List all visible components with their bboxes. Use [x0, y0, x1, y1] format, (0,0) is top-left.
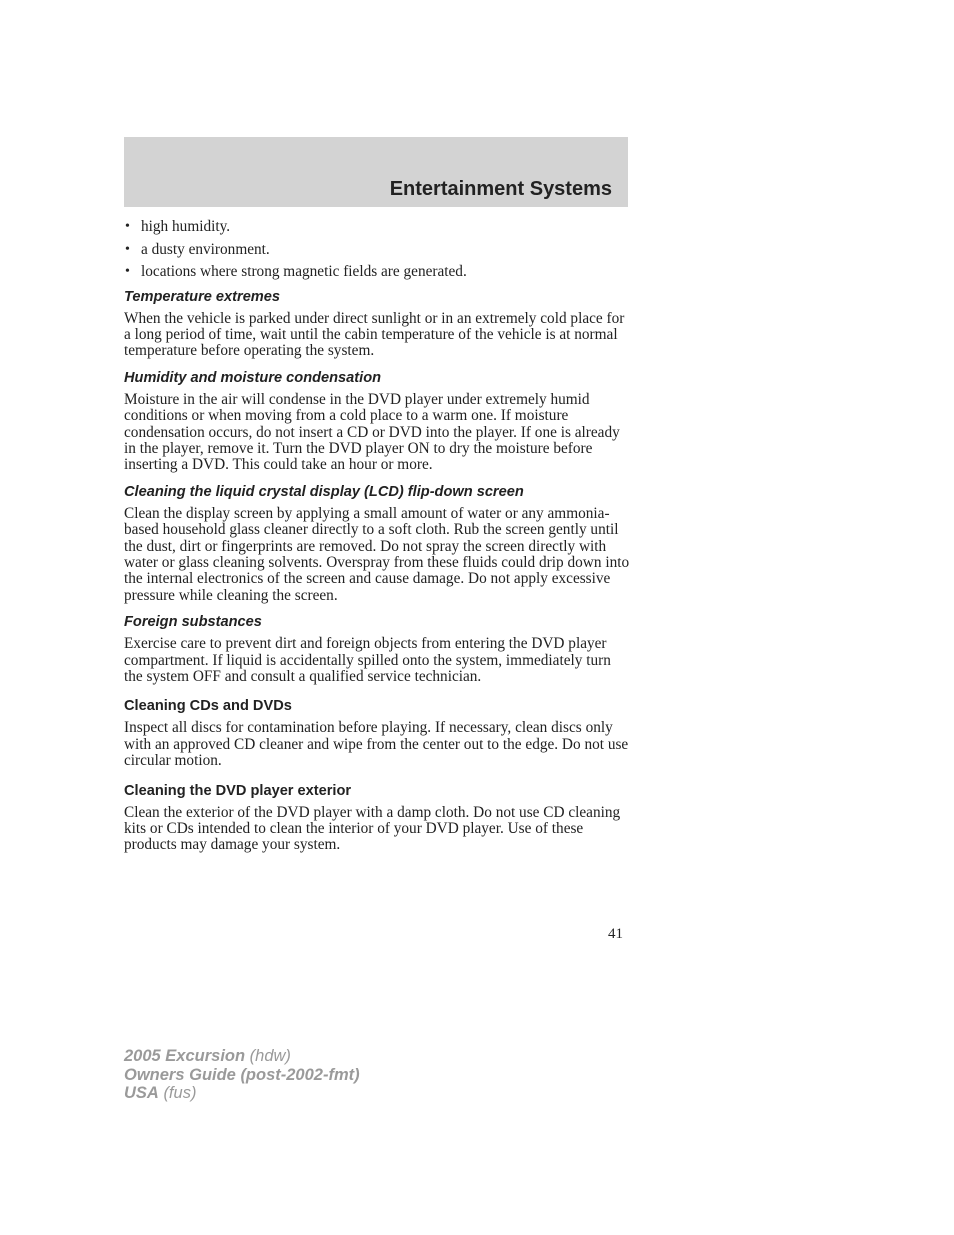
- heading-temperature-extremes: Temperature extremes: [124, 288, 281, 305]
- paragraph-temperature-extremes: When the vehicle is parked under direct sunlight or in an extremely cold place for a long period of time, wait until the cabin temperature of the vehicle is at normal temperature before operating the system.: [124, 309, 625, 360]
- list-item: • high humidity.: [125, 218, 231, 235]
- footer-line-guide: Owners Guide (post-2002-fmt): [124, 1065, 360, 1084]
- bullet-icon: •: [125, 241, 130, 257]
- bullet-icon: •: [125, 219, 130, 234]
- heading-cleaning-dvd-exterior: Cleaning the DVD player exterior: [124, 782, 352, 799]
- page-number: 41: [608, 926, 623, 942]
- footer-line-model: 2005 Excursion (hdw): [124, 1047, 291, 1065]
- paragraph-foreign-substances: Exercise care to prevent dirt and foreign objects from entering the DVD player compartment. If liquid is accidentally spilled onto the system, immediately turn the system OFF and consult a qualified service technician.: [124, 635, 611, 685]
- paragraph-cleaning-dvd-exterior: Clean the exterior of the DVD player with a damp cloth. Do not use CD cleaning kits or CDs intended to clean the interior of your DVD player. Use of these products may damage your system.: [124, 803, 621, 854]
- footer-line-market: USA (fus): [124, 1084, 197, 1102]
- paragraph-cleaning-lcd-screen: Clean the display screen by applying a small amount of water or any ammonia-based household glass cleaner directly to a soft cloth. Rub the screen gently until the dust, dirt or fingerprints are removed. Do not spray the screen directly with water or glass cleaning solvents. Overspray from these fluids could drip down into the internal electronics of the screen and cause damage. Do not apply excessive pressure while cleaning the screen.: [124, 504, 630, 604]
- heading-cleaning-lcd-screen: Cleaning the liquid crystal display (LCD) flip-down screen: [124, 483, 524, 500]
- heading-foreign-substances: Foreign substances: [124, 614, 262, 631]
- heading-cleaning-cds-dvds: Cleaning CDs and DVDs: [124, 698, 292, 715]
- page-content: [124, 219, 630, 854]
- bullet-icon: •: [125, 264, 130, 279]
- section-header-band: [124, 137, 628, 207]
- list-item: • a dusty environment.: [125, 240, 270, 258]
- section-title: Entertainment Systems: [389, 178, 612, 200]
- paragraph-humidity-condensation: Moisture in the air will condense in the DVD player under extremely humid conditions or when moving from a cold place to a warm one. If moisture condensation occurs, do not insert a CD or DVD into the player. If one is already in the player, remove it. Turn the DVD player ON to dry the moisture before inserting a DVD. This could take an hour or more.: [124, 390, 620, 474]
- bullet-list: [124, 219, 630, 281]
- list-item: • locations where strong magnetic fields are generated.: [125, 263, 467, 280]
- paragraph-cleaning-cds-dvds: Inspect all discs for contamination before playing. If necessary, clean discs only with an approved CD cleaner and wipe from the center out to the edge. Do not use circular motion.: [124, 719, 629, 770]
- heading-humidity-condensation: Humidity and moisture condensation: [124, 369, 382, 386]
- document-footer: [124, 1047, 360, 1103]
